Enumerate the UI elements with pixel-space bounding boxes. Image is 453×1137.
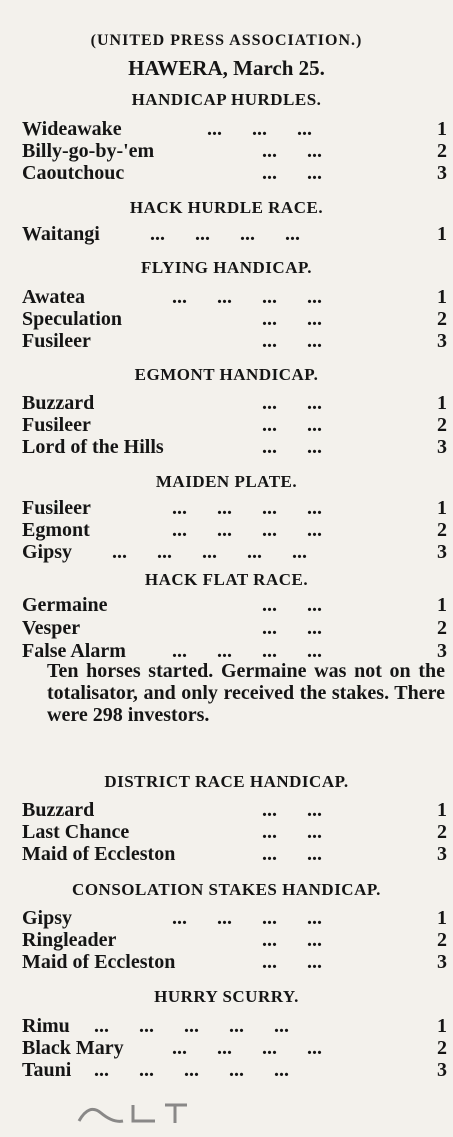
- place-number: 1: [437, 1015, 447, 1037]
- result-row: [22, 286, 447, 308]
- result-row: [22, 541, 447, 563]
- place-number: 2: [437, 929, 447, 951]
- result-row: [22, 330, 447, 352]
- leader-dots: ... ... ... ...: [150, 223, 300, 245]
- place-number: 2: [437, 140, 447, 162]
- result-row: [22, 843, 447, 865]
- result-row: [22, 929, 447, 951]
- horse-name: Fusileer: [22, 330, 91, 352]
- horse-name: False Alarm: [22, 640, 126, 662]
- horse-name: Maid of Eccleston: [22, 843, 176, 865]
- result-row: [22, 1059, 447, 1081]
- race-title: CONSOLATION STAKES HANDICAP.: [72, 880, 381, 899]
- leader-dots: ... ...: [262, 617, 322, 639]
- race-note-text: Ten horses started. Germaine was not on the totalisator, and only received the stakes. There were 298 investors.: [47, 660, 445, 726]
- result-row: [22, 140, 447, 162]
- horse-name: Black Mary: [22, 1037, 124, 1059]
- horse-name: Tauni: [22, 1059, 72, 1081]
- horse-name: Awatea: [22, 286, 85, 308]
- place-number: 1: [437, 392, 447, 414]
- result-row: [22, 594, 447, 616]
- leader-dots: ... ...: [262, 140, 322, 162]
- horse-name: Buzzard: [22, 799, 95, 821]
- place-number: 3: [437, 162, 447, 184]
- place-number: 3: [437, 541, 447, 563]
- result-row: [22, 1037, 447, 1059]
- leader-dots: ... ...: [262, 951, 322, 973]
- horse-name: Fusileer: [22, 497, 91, 519]
- horse-name: Wideawake: [22, 118, 122, 140]
- place-number: 1: [437, 223, 447, 245]
- place-number: 1: [437, 286, 447, 308]
- horse-name: Gipsy: [22, 907, 73, 929]
- race-title: MAIDEN PLATE.: [155, 472, 298, 491]
- horse-name: Egmont: [22, 519, 90, 541]
- race-title: HACK HURDLE RACE.: [129, 198, 324, 217]
- horse-name: Buzzard: [22, 392, 95, 414]
- leader-dots: ... ... ... ... ...: [112, 541, 307, 563]
- race-title: EGMONT HANDICAP.: [134, 365, 319, 384]
- result-row: [22, 223, 447, 245]
- horse-name: Speculation: [22, 308, 123, 330]
- result-row: [22, 951, 447, 973]
- leader-dots: ... ...: [262, 330, 322, 352]
- leader-dots: ... ...: [262, 308, 322, 330]
- horse-name: Last Chance: [22, 821, 130, 843]
- leader-dots: ... ...: [262, 392, 322, 414]
- horse-name: Gipsy: [22, 541, 73, 563]
- leader-dots: ... ... ... ...: [172, 1037, 322, 1059]
- leader-dots: ... ... ... ... ...: [94, 1059, 289, 1081]
- leader-dots: ... ...: [262, 843, 322, 865]
- place-number: 3: [437, 640, 447, 662]
- leader-dots: ... ...: [262, 929, 322, 951]
- race-title: FLYING HANDICAP.: [140, 258, 313, 277]
- result-row: [22, 436, 447, 458]
- race-title: DISTRICT RACE HANDICAP.: [104, 772, 349, 791]
- place-number: 2: [437, 519, 447, 541]
- result-row: [22, 414, 447, 436]
- place-number: 2: [437, 308, 447, 330]
- result-row: [22, 617, 447, 639]
- result-row: [22, 392, 447, 414]
- horse-name: Ringleader: [22, 929, 117, 951]
- place-number: 3: [437, 436, 447, 458]
- horse-name: Caoutchouc: [22, 162, 125, 184]
- race-title: HACK FLAT RACE.: [144, 570, 309, 589]
- race-note: [22, 660, 445, 726]
- place-number: 1: [437, 497, 447, 519]
- place-number: 3: [437, 843, 447, 865]
- leader-dots: ... ...: [262, 162, 322, 184]
- result-row: [22, 799, 447, 821]
- place-number: 1: [437, 118, 447, 140]
- race-title: HANDICAP HURDLES.: [131, 90, 322, 109]
- place-number: 2: [437, 617, 447, 639]
- faded-stamp-mark: [75, 1093, 195, 1137]
- result-row: [22, 497, 447, 519]
- leader-dots: ... ...: [262, 414, 322, 436]
- place-number: 3: [437, 951, 447, 973]
- race-title: HURRY SCURRY.: [154, 987, 299, 1006]
- result-row: [22, 118, 447, 140]
- leader-dots: ... ...: [262, 436, 322, 458]
- leader-dots: ... ...: [262, 821, 322, 843]
- horse-name: Germaine: [22, 594, 108, 616]
- horse-name: Vesper: [22, 617, 81, 639]
- result-row: [22, 519, 447, 541]
- leader-dots: ... ... ... ...: [172, 519, 322, 541]
- leader-dots: ... ... ... ...: [172, 497, 322, 519]
- place-number: 1: [437, 907, 447, 929]
- leader-dots: ... ...: [262, 799, 322, 821]
- association-line: (UNITED PRESS ASSOCIATION.): [90, 32, 363, 49]
- horse-name: Lord of the Hills: [22, 436, 164, 458]
- place-number: 1: [437, 594, 447, 616]
- leader-dots: ... ... ... ...: [172, 640, 322, 662]
- result-row: [22, 162, 447, 184]
- horse-name: Maid of Eccleston: [22, 951, 176, 973]
- result-row: [22, 308, 447, 330]
- place-number: 3: [437, 330, 447, 352]
- horse-name: Fusileer: [22, 414, 91, 436]
- place-number: 3: [437, 1059, 447, 1081]
- dateline: HAWERA, March 25.: [128, 56, 325, 80]
- place-number: 1: [437, 799, 447, 821]
- horse-name: Billy-go-by-'em: [22, 140, 155, 162]
- horse-name: Waitangi: [22, 223, 100, 245]
- result-row: [22, 1015, 447, 1037]
- result-row: [22, 640, 447, 662]
- place-number: 2: [437, 1037, 447, 1059]
- horse-name: Rimu: [22, 1015, 70, 1037]
- leader-dots: ... ... ... ...: [172, 907, 322, 929]
- result-row: [22, 907, 447, 929]
- leader-dots: ... ... ... ...: [172, 286, 322, 308]
- leader-dots: ... ... ...: [207, 118, 312, 140]
- leader-dots: ... ...: [262, 594, 322, 616]
- place-number: 2: [437, 821, 447, 843]
- place-number: 2: [437, 414, 447, 436]
- result-row: [22, 821, 447, 843]
- leader-dots: ... ... ... ... ...: [94, 1015, 289, 1037]
